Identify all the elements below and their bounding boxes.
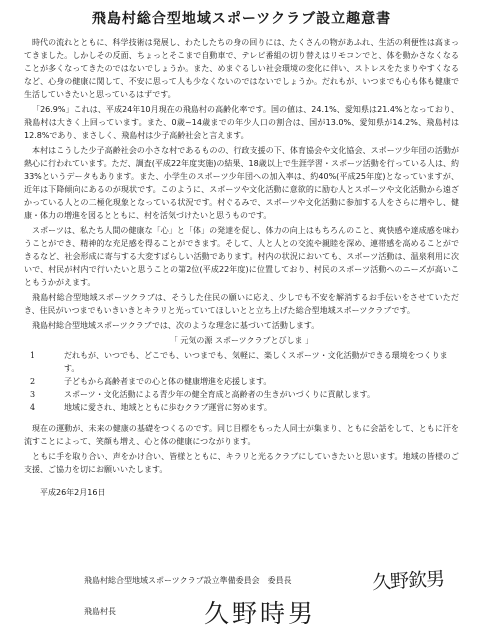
principle-number: 3 xyxy=(30,390,36,399)
paragraph-intro: 時代の流れとともに、科学技術は発展し、わたしたちの身の回りには、たくさんの物があふれ、生活の利便性は高まってきました。しかしその反面、ちょっとそこまで自動車で、テレビ番組の切り替えはリモコンでと、体を動かさなくなることが多くなってきたのではないでしょうか。また、めまぐるしい社会環境の変化に伴い、ストレスをたまりやすくなるなど、心身の健康に関して、不安に思って人も少なくないのではないでしょうか。だれもが、いつまでも心も体も健康で生活していきたいと思っているはずです。 xyxy=(24,38,459,99)
paragraph-aging-rate: 「26.9%」これは、平成24年10月現在の飛島村の高齢化率です。国の値は、24.1%、愛知県は21.4%となっており、飛島村は大きく上回っています。また、0歳~14歳までの年少人口の割合は、国が13.0%、愛知県が14.2%、飛島村は12.8%であり、まさしく、飛島村は少子高齢社会と言えます。 xyxy=(24,105,459,140)
paragraph-club-purpose: 飛島村総合型地域スポーツクラブは、そうした住民の願いに応え、少しでも不安を解消するお手伝いをさせていただき、住民がいつまでもいきいきとキラリと光っていてほしいとと立ち上げた総合型地域スポーツクラブです。 xyxy=(24,293,459,315)
principle-text: 地域に愛され、地域とともに歩むクラブ運営に努めます。 xyxy=(64,403,272,412)
document-date: 平成26年2月16日 xyxy=(40,488,106,497)
chair-handwritten-signature: 久野欽男 xyxy=(371,568,445,594)
paragraph-sports-value: スポーツは、私たち人間の健康な「心」と「体」の発達を促し、体力の向上はもちろんのこと、爽快感や達成感を味わうことができ、精神的な充足感を得ることができます。そして、人と人との交流や親睦を深め、連帯感を高めることができるなど、社会形成に寄与する大変すばらしい活動であります。村内の状況においても、スポーツ活動は、温泉利用に次いで、村民が村内で行いたいと思うことの第2位(平成22年度)に位置しており、村民のスポーツ活動へのニーズが高いこともうかがえます。 xyxy=(24,226,459,287)
principle-number: 2 xyxy=(30,377,36,386)
principle-text: スポーツ・文化活動による青少年の健全育成と高齢者の生きがいづくりに貢献します。 xyxy=(64,390,376,399)
principle-number: 1 xyxy=(30,351,36,360)
principle-number: 4 xyxy=(30,403,36,412)
principles-list xyxy=(24,349,459,414)
committee-signature-line: 飛島村総合型地域スポーツクラブ設立準備委員会 委員長 xyxy=(84,576,292,585)
mayor-title: 飛島村長 xyxy=(84,607,116,616)
paragraph-closing-2: ともに手を取り合い、声をかけ合い、皆様とともに、キラリと光るクラブにしていきたいと思います。地域の皆様のご支援、ご協力を切にお願いいたします。 xyxy=(24,452,459,474)
principle-item xyxy=(30,349,459,375)
closing-section xyxy=(24,422,459,476)
paragraph-principles-intro: 飛島村総合型地域スポーツクラブでは、次のような理念に基づいて活動します。 xyxy=(32,321,320,330)
principle-text: だれもが、いつでも、どこでも、いつまでも、気軽に、楽しくスポーツ・文化活動ができる環境をつくります。 xyxy=(64,351,448,373)
paragraph-village-status: 本村はこうした少子高齢社会の小さな村であるものの、行政支援の下、体育協会や文化協会、スポーツ少年団の活動が熱心に行われています。ただ、調査(平成22年度実施)の結果、18歳以上で生涯学習・スポーツ活動を行っている人は、約33%というデータもあります。また、小学生のスポーツ少年団への加入率は、約40%(平成25年度)となっていますが、近年は下降傾向にあるのが現状です。このように、スポーツや文化活動に意欲的に励む人とスポーツや文化活動から遠ざかっている人との二極化現象となっている状況です。村ぐるみで、スポーツや文化活動に参加する人をさらに増やし、健康・体力の増進を図るとともに、村を活気づけたいと思うものです。 xyxy=(24,146,459,220)
principle-text: 子どもから高齢者までの心と体の健康増進を応援します。 xyxy=(64,377,272,386)
club-motto: 「 元気の源 スポーツクラブとびしま 」 xyxy=(169,336,314,345)
document-title: 飛島村総合型地域スポーツクラブ設立趣意書 xyxy=(91,11,392,27)
mayor-handwritten-signature: 久野時男 xyxy=(204,599,317,628)
paragraph-closing-1: 現在の運動が、未来の健康の基礎をつくるのです。同じ目標をもった人同士が集まり、ともに会話をして、ともに汗を流すことによって、笑顔も増え、心と体の健康につながります。 xyxy=(24,424,459,446)
principle-item xyxy=(30,401,459,414)
principle-item xyxy=(30,388,459,401)
principle-item xyxy=(30,375,459,388)
